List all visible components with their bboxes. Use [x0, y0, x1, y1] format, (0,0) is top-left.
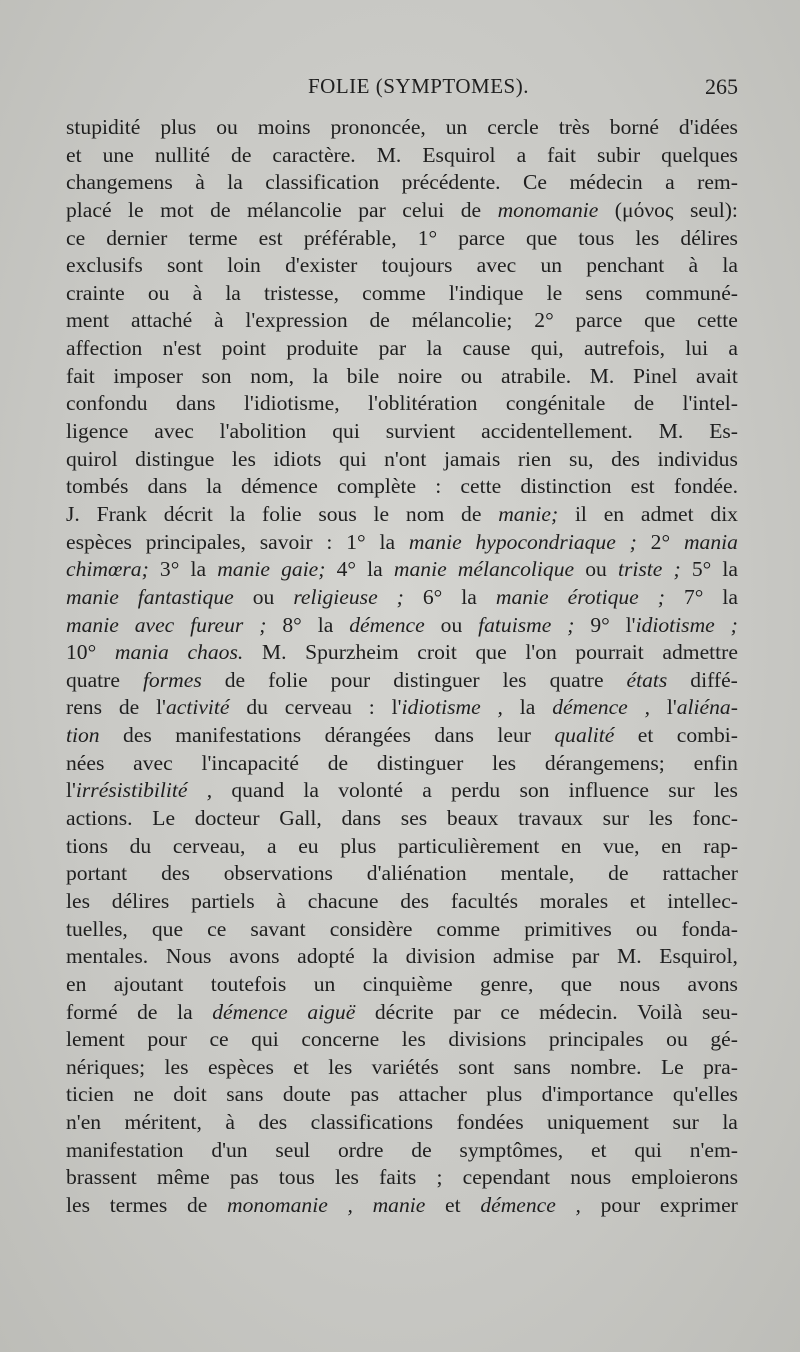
- text-line: confondu dans l'idiotisme, l'oblitération congénitale de l'intel-: [66, 391, 738, 416]
- text-line: rens de l'activité du cerveau : l'idiotisme , la démence , l'aliéna-: [66, 695, 738, 720]
- text-line: brassent même pas tous les faits ; cependant nous emploierons: [66, 1165, 738, 1190]
- page-header: [0, 74, 800, 104]
- text-line: espèces principales, savoir : 1° la manie hypocondriaque ; 2° mania: [66, 529, 738, 554]
- text-line: ligence avec l'abolition qui survient accidentellement. M. Es-: [66, 419, 738, 444]
- text-line: les termes de monomanie , manie et démence , pour exprimer: [66, 1192, 738, 1217]
- text-line: stupidité plus ou moins prononcée, un cercle très borné d'idées: [66, 115, 738, 139]
- text-line: fait imposer son nom, la bile noire ou atrabile. M. Pinel avait: [66, 363, 738, 388]
- text-line: placé le mot de mélancolie par celui de monomanie (μόνος seul):: [66, 197, 738, 222]
- text-line: ce dernier terme est préférable, 1° parce que tous les délires: [66, 225, 738, 250]
- text-line: portant des observations d'aliénation mentale, de rattacher: [66, 861, 738, 886]
- text-line: ticien ne doit sans doute pas attacher plus d'importance qu'elles: [66, 1082, 738, 1107]
- text-line: ment attaché à l'expression de mélancolie; 2° parce que cette: [66, 308, 738, 333]
- page-number: 265: [705, 74, 738, 99]
- text-line: tombés dans la démence complète : cette distinction est fondée.: [66, 474, 738, 499]
- body-text: [66, 114, 738, 1220]
- text-line: changemens à la classification précédente. Ce médecin a rem-: [66, 170, 738, 195]
- text-line: manie avec fureur ; 8° la démence ou fatuisme ; 9° l'idiotisme ;: [66, 612, 738, 637]
- text-line: manie fantastique ou religieuse ; 6° la manie érotique ; 7° la: [66, 584, 738, 609]
- text-line: l'irrésistibilité , quand la volonté a perdu son influence sur les: [66, 778, 738, 803]
- text-line: quirol distingue les idiots qui n'ont jamais rien su, des individus: [66, 446, 738, 471]
- text-line: n'en méritent, à des classifications fondées uniquement sur la: [66, 1110, 738, 1135]
- text-line: crainte ou à la tristesse, comme l'indique le sens communé-: [66, 280, 738, 305]
- text-line: affection n'est point produite par la cause qui, autrefois, lui a: [66, 336, 738, 361]
- text-line: tion des manifestations dérangées dans leur qualité et combi-: [66, 723, 738, 748]
- text-line: 10° mania chaos. M. Spurzheim croit que l'on pourrait admettre: [66, 640, 738, 665]
- text-line: tions du cerveau, a eu plus particulièrement en vue, en rap-: [66, 833, 738, 858]
- text-line: exclusifs sont loin d'exister toujours avec un penchant à la: [66, 253, 738, 278]
- text-line: et une nullité de caractère. M. Esquirol a fait subir quelques: [66, 142, 738, 167]
- text-line: mentales. Nous avons adopté la division admise par M. Esquirol,: [66, 944, 738, 969]
- text-line: lement pour ce qui concerne les divisions principales ou gé-: [66, 1027, 738, 1052]
- text-line: nées avec l'incapacité de distinguer les dérangemens; enfin: [66, 750, 738, 775]
- text-line: nériques; les espèces et les variétés sont sans nombre. Le pra-: [66, 1054, 738, 1079]
- text-line: actions. Le docteur Gall, dans ses beaux travaux sur les fonc-: [66, 806, 738, 831]
- text-line: en ajoutant toutefois un cinquième genre, que nous avons: [66, 971, 738, 996]
- running-title: FOLIE (SYMPTOMES).: [308, 74, 529, 98]
- text-line: les délires partiels à chacune des facultés morales et intellec-: [66, 888, 738, 913]
- text-line: tuelles, que ce savant considère comme primitives ou fonda-: [66, 916, 738, 941]
- text-line: chimœra; 3° la manie gaie; 4° la manie mélancolique ou triste ; 5° la: [66, 557, 738, 582]
- text-line: quatre formes de folie pour distinguer les quatre états diffé-: [66, 667, 738, 692]
- text-line: manifestation d'un seul ordre de symptômes, et qui n'em-: [66, 1137, 738, 1162]
- text-line: formé de la démence aiguë décrite par ce médecin. Voilà seu-: [66, 999, 738, 1024]
- text-line: J. Frank décrit la folie sous le nom de manie; il en admet dix: [66, 501, 738, 526]
